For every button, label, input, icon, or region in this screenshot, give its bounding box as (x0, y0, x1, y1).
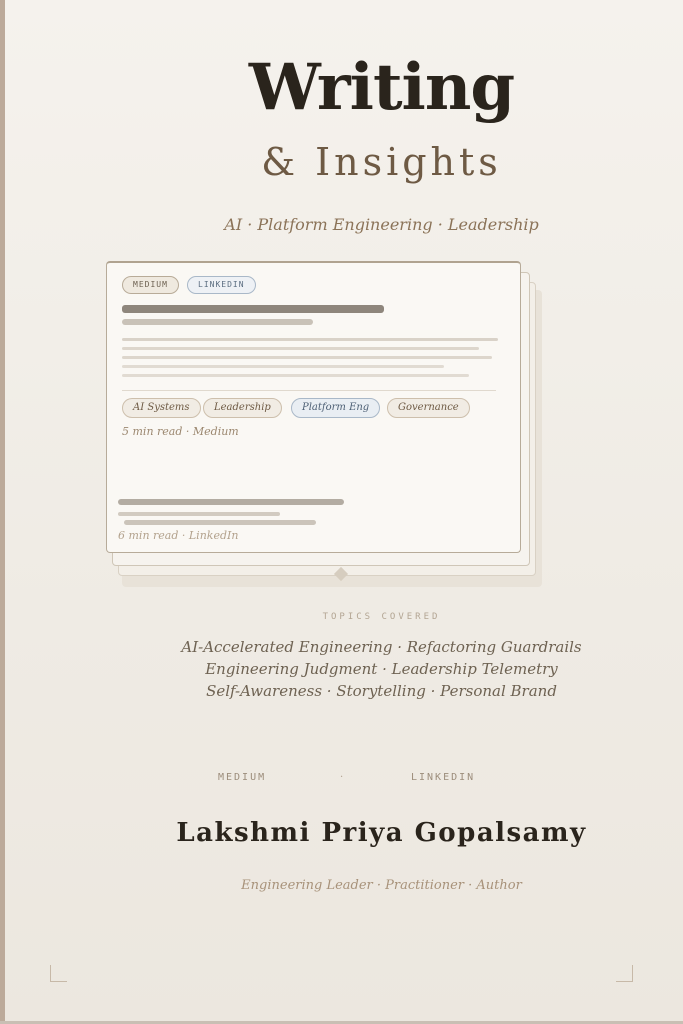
topics-label: TOPICS COVERED (322, 612, 441, 622)
topic-line: Self-Awareness · Storytelling · Personal Brand (206, 682, 557, 700)
card-divider (122, 390, 496, 391)
headline-placeholder (122, 305, 384, 313)
linkedin-badge: LINKEDIN (187, 276, 256, 294)
body-line-placeholder (122, 338, 498, 341)
body-line-placeholder (122, 347, 479, 350)
tag-chip: Platform Eng (291, 398, 380, 418)
page-title: Writing (248, 50, 515, 125)
second-subline-placeholder (124, 520, 316, 525)
tag-chip: AI Systems (122, 398, 201, 418)
second-subline-placeholder (118, 512, 280, 516)
medium-badge: MEDIUM (122, 276, 179, 294)
page-subtitle: & Insights (261, 140, 502, 184)
body-line-placeholder (122, 365, 444, 368)
body-line-placeholder (122, 374, 469, 377)
medium-link[interactable]: MEDIUM (218, 772, 267, 783)
tag-chip: Governance (387, 398, 470, 418)
link-separator: · (340, 772, 344, 783)
topic-line: AI-Accelerated Engineering · Refactoring Guardrails (181, 638, 582, 656)
corner-bracket-bottom-right (616, 965, 633, 982)
linkedin-link[interactable]: LINKEDIN (411, 772, 476, 783)
topic-line: Engineering Judgment · Leadership Telemetry (205, 660, 558, 678)
second-headline-placeholder (118, 499, 344, 505)
article-preview-card[interactable] (106, 261, 521, 553)
corner-bracket-bottom-left (50, 965, 67, 982)
read-time-meta: 5 min read · Medium (122, 425, 239, 438)
read-time-meta-secondary: 6 min read · LinkedIn (118, 529, 239, 542)
subheadline-placeholder (122, 319, 313, 325)
tagline: AI · Platform Engineering · Leadership (224, 215, 539, 234)
author-name: Lakshmi Priya Gopalsamy (176, 818, 587, 848)
author-role: Engineering Leader · Practitioner · Author (241, 878, 522, 893)
tag-chip: Leadership (203, 398, 282, 418)
body-line-placeholder (122, 356, 492, 359)
